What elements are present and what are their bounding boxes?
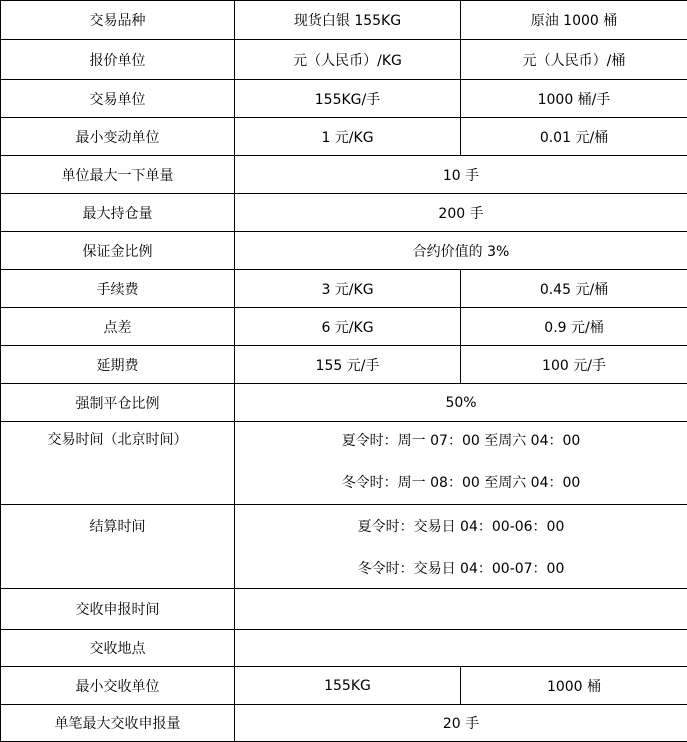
row-variety: [1, 1, 687, 40]
quote-unit-a: 元（人民币）/KG: [235, 40, 461, 80]
margin-ratio-value: 合约价值的 3%: [235, 232, 687, 270]
row-deferral-fee: [1, 346, 687, 384]
label-settlement-time: 结算时间: [1, 505, 234, 536]
spread-a: 6 元/KG: [235, 308, 461, 346]
label-settlement-time-cell: [1, 505, 235, 589]
settlement-time-value: [235, 505, 687, 589]
min-tick-a: 1 元/KG: [235, 118, 461, 156]
trading-hours-value: [235, 422, 687, 505]
row-forced-close: [1, 384, 687, 422]
product-a-name: 现货白银 155KG: [235, 1, 461, 40]
row-max-order: [1, 156, 687, 194]
forced-close-value: 50%: [235, 384, 687, 422]
delivery-location-value: [235, 630, 687, 667]
settlement-time-summer: 夏令时：交易日 04：00-06：00: [235, 505, 687, 536]
deferral-fee-a: 155 元/手: [235, 346, 461, 384]
label-variety: 交易品种: [1, 1, 235, 40]
commission-b: 0.45 元/桶: [461, 270, 687, 308]
trade-unit-a: 155KG/手: [235, 80, 461, 118]
row-trade-unit: [1, 80, 687, 118]
product-b-name: 原油 1000 桶: [461, 1, 687, 40]
min-tick-b: 0.01 元/桶: [461, 118, 687, 156]
label-max-delivery-declare: 单笔最大交收申报量: [1, 705, 235, 742]
commission-a: 3 元/KG: [235, 270, 461, 308]
row-min-delivery-unit: [1, 667, 687, 705]
row-delivery-location: [1, 630, 687, 667]
max-delivery-declare-value: 20 手: [235, 705, 687, 742]
delivery-declare-time-value: [235, 589, 687, 630]
label-min-tick: 最小变动单位: [1, 118, 235, 156]
row-settlement-time: [1, 505, 687, 589]
label-trading-hours: 交易时间（北京时间）: [1, 422, 234, 449]
row-max-position: [1, 194, 687, 232]
label-max-order: 单位最大一下单量: [1, 156, 235, 194]
min-delivery-unit-a: 155KG: [235, 667, 461, 705]
label-deferral-fee: 延期费: [1, 346, 235, 384]
label-delivery-declare-time: 交收申报时间: [1, 589, 235, 630]
spread-b: 0.9 元/桶: [461, 308, 687, 346]
row-commission: [1, 270, 687, 308]
row-min-tick: [1, 118, 687, 156]
quote-unit-b: 元（人民币）/桶: [461, 40, 687, 80]
row-trading-hours: [1, 422, 687, 505]
min-delivery-unit-b: 1000 桶: [461, 667, 687, 705]
label-max-position: 最大持仓量: [1, 194, 235, 232]
row-delivery-declare-time: [1, 589, 687, 630]
max-position-value: 200 手: [235, 194, 687, 232]
label-delivery-location: 交收地点: [1, 630, 235, 667]
label-trading-hours-cell: [1, 422, 235, 505]
row-spread: [1, 308, 687, 346]
trade-unit-b: 1000 桶/手: [461, 80, 687, 118]
row-quote-unit: [1, 40, 687, 80]
trading-hours-winter: 冬令时：周一 08：00 至周六 04：00: [235, 450, 687, 492]
row-margin-ratio: [1, 232, 687, 270]
label-trade-unit: 交易单位: [1, 80, 235, 118]
label-commission: 手续费: [1, 270, 235, 308]
trading-hours-summer: 夏令时：周一 07：00 至周六 04：00: [235, 422, 687, 450]
settlement-time-winter: 冬令时：交易日 04：00-07：00: [235, 536, 687, 578]
label-quote-unit: 报价单位: [1, 40, 235, 80]
label-spread: 点差: [1, 308, 235, 346]
label-forced-close: 强制平仓比例: [1, 384, 235, 422]
row-max-delivery-declare: [1, 705, 687, 742]
max-order-value: 10 手: [235, 156, 687, 194]
label-margin-ratio: 保证金比例: [1, 232, 235, 270]
deferral-fee-b: 100 元/手: [461, 346, 687, 384]
label-min-delivery-unit: 最小交收单位: [1, 667, 235, 705]
